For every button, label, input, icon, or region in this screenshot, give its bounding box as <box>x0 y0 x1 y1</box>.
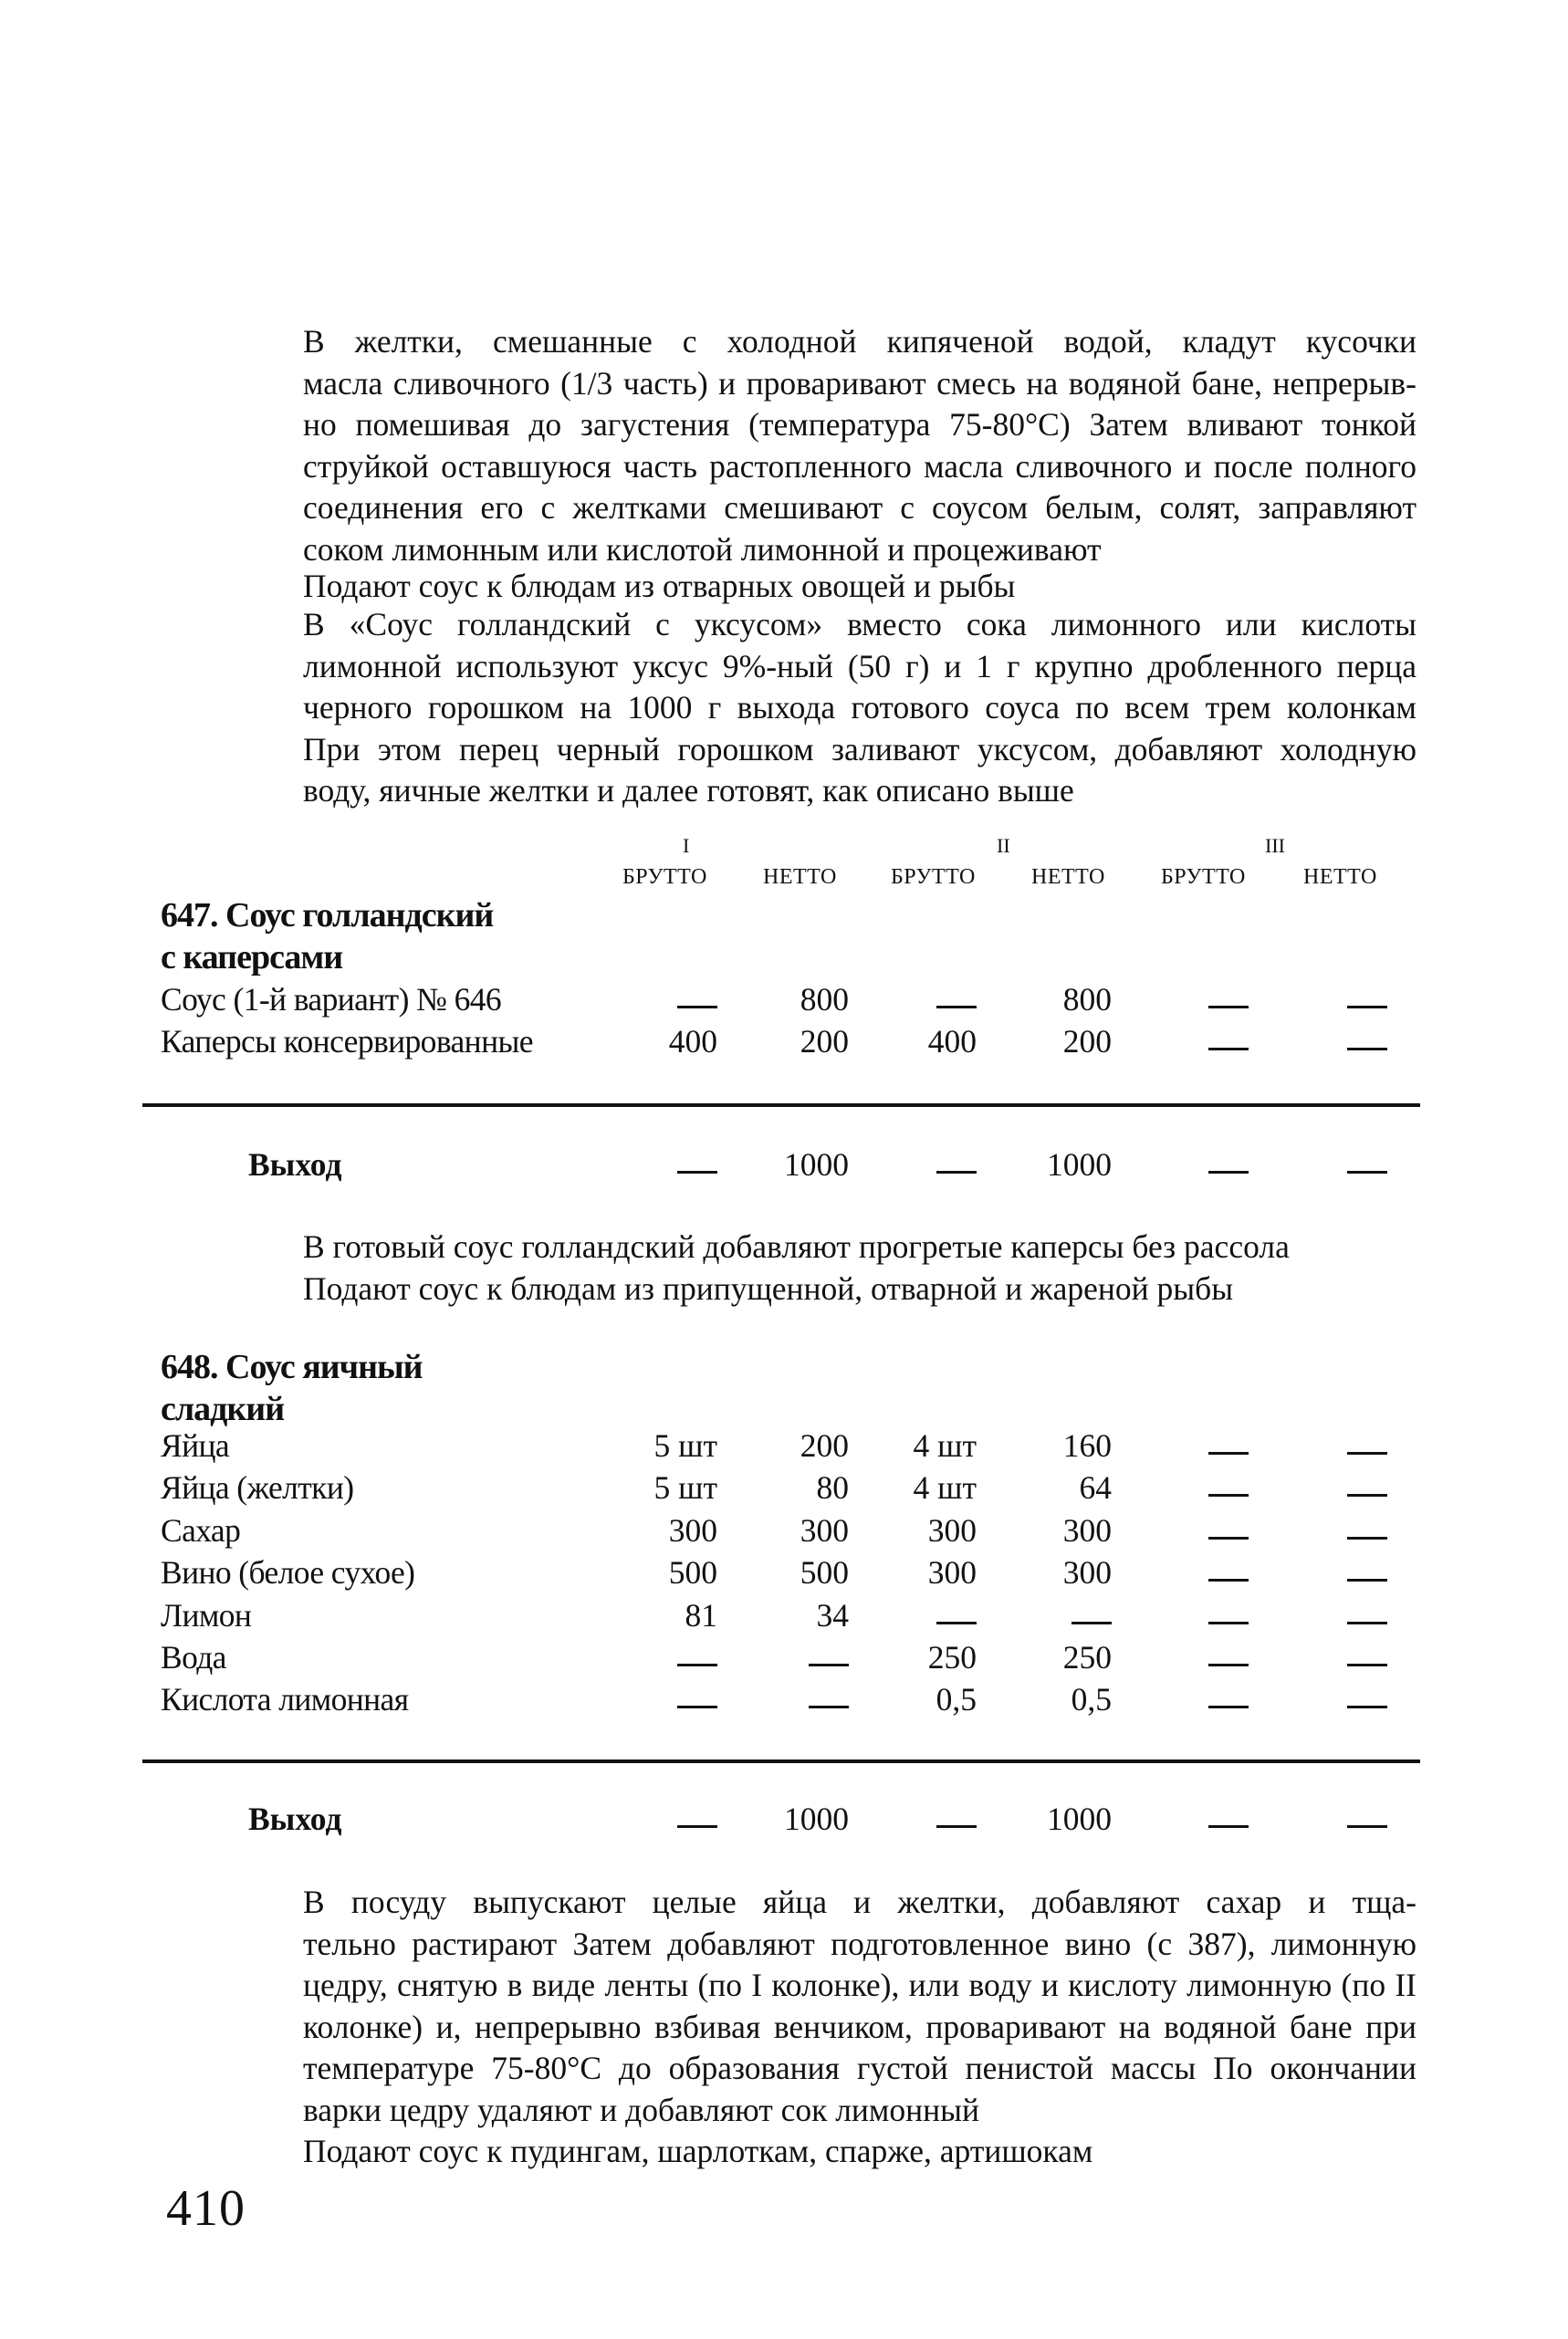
quantity-cell: 200 <box>800 1023 849 1060</box>
empty-value-dash <box>677 1171 717 1174</box>
text-line: тельно растирают Затем добавляют подготовленное вино (с 387), лимонную <box>303 1925 1416 1962</box>
recipe-title-line: с каперсами <box>161 938 343 976</box>
ingredient-name: Соус (1-й вариант) № 646 <box>161 981 502 1018</box>
ingredient-name: Кислота лимонная <box>161 1681 409 1718</box>
text-line: но помешивая до загустения (температура 75-80°С) Затем вливают тонкой <box>303 406 1416 444</box>
empty-value-dash <box>936 1825 977 1828</box>
empty-value-dash <box>1208 1622 1249 1624</box>
quantity-cell: 300 <box>927 1554 977 1591</box>
quantity-cell: 5 шт <box>653 1469 717 1506</box>
quantity-cell: 200 <box>800 1427 849 1464</box>
text-line: температуре 75-80°С до образования густой пенистой массы По окончании <box>303 2050 1416 2087</box>
quantity-cell: 300 <box>1062 1512 1112 1549</box>
quantity-cell: 0,5 <box>936 1681 977 1718</box>
column-header: НЕТТО <box>1303 865 1377 889</box>
text-line: В «Соус голландский с уксусом» вместо сока лимонного или кислоты <box>303 606 1416 642</box>
quantity-cell: 800 <box>800 981 849 1018</box>
ingredient-name: Каперсы консервированные <box>161 1023 533 1060</box>
text-line: воду, яичные желтки и далее готовят, как описано выше <box>303 772 1074 809</box>
column-header: НЕТТО <box>763 865 837 889</box>
table-divider <box>142 1103 1420 1107</box>
quantity-cell: 300 <box>668 1512 717 1549</box>
text-line: колонке) и, непрерывно взбивая венчиком, проваривают на водяной бане при <box>303 2008 1416 2045</box>
recipe-title <box>161 1346 423 1430</box>
empty-value-dash <box>1347 1664 1387 1666</box>
serving-note: Подают соус к пудингам, шарлоткам, спарже, артишокам <box>303 2133 1093 2169</box>
column-group-label: I <box>683 834 690 857</box>
empty-value-dash <box>1208 1006 1249 1008</box>
quantity-cell: 500 <box>668 1554 717 1591</box>
text-line: черного горошком на 1000 г выхода готового соуса по всем трем колонкам <box>303 689 1416 726</box>
quantity-cell: 4 шт <box>913 1469 977 1506</box>
empty-value-dash <box>1071 1622 1112 1624</box>
empty-value-dash <box>677 1706 717 1708</box>
quantity-cell: 200 <box>1062 1023 1112 1060</box>
recipe-title-line: сладкий <box>161 1390 285 1428</box>
quantity-cell: 300 <box>1062 1554 1112 1591</box>
yield-label: Выход <box>248 1801 342 1837</box>
ingredient-name: Лимон <box>161 1597 252 1634</box>
ingredient-name: Яйца <box>161 1427 230 1464</box>
empty-value-dash <box>1347 1048 1387 1050</box>
column-group-label: III <box>1265 834 1285 857</box>
empty-value-dash <box>1208 1171 1249 1174</box>
recipe-title-line: 648. Соус яичный <box>161 1348 423 1386</box>
empty-value-dash <box>1208 1706 1249 1708</box>
empty-value-dash <box>1208 1494 1249 1497</box>
recipe-note: Подают соус к блюдам из припущенной, отварной и жареной рыбы <box>303 1270 1234 1307</box>
empty-value-dash <box>1347 1452 1387 1455</box>
empty-value-dash <box>1347 1006 1387 1008</box>
column-header: НЕТТО <box>1031 865 1105 889</box>
text-line: В посуду выпускают целые яйца и желтки, добавляют сахар и тща- <box>303 1884 1416 1920</box>
ingredient-name: Сахар <box>161 1512 241 1549</box>
quantity-cell: 400 <box>927 1023 977 1060</box>
empty-value-dash <box>1208 1825 1249 1828</box>
ingredient-name: Вода <box>161 1639 226 1676</box>
empty-value-dash <box>1347 1494 1387 1497</box>
intro-paragraph-3 <box>161 604 1416 812</box>
empty-value-dash <box>1347 1537 1387 1540</box>
empty-value-dash <box>936 1006 977 1008</box>
quantity-cell: 4 шт <box>913 1427 977 1464</box>
quantity-cell: 800 <box>1062 981 1112 1018</box>
quantity-cell: 1000 <box>1047 1146 1112 1183</box>
page-number: 410 <box>166 2180 246 2237</box>
method-paragraph <box>161 1882 1416 2132</box>
quantity-cell: 5 шт <box>653 1427 717 1464</box>
empty-value-dash <box>936 1171 977 1174</box>
text-line: масла сливочного (1/3 часть) и проваривают смесь на водяной бане, непрерыв- <box>303 364 1416 402</box>
recipe-title-line: 647. Соус голландский <box>161 896 494 935</box>
quantity-cell: 1000 <box>784 1146 849 1183</box>
quantity-cell: 0,5 <box>1071 1681 1112 1718</box>
quantity-cell: 250 <box>1062 1639 1112 1676</box>
empty-value-dash <box>677 1006 717 1008</box>
column-header: БРУТТО <box>1161 865 1246 889</box>
empty-value-dash <box>1347 1171 1387 1174</box>
intro-paragraph-2: Подают соус к блюдам из отварных овощей и рыбы <box>303 568 1016 604</box>
text-line: варки цедру удаляют и добавляют сок лимонный <box>303 2091 979 2128</box>
text-line: При этом перец черный горошком заливают уксусом, добавляют холодную <box>303 730 1416 767</box>
column-group-label: II <box>997 834 1010 857</box>
quantity-cell: 34 <box>816 1597 849 1634</box>
column-header: БРУТТО <box>622 865 707 889</box>
ingredient-name: Вино (белое сухое) <box>161 1554 415 1591</box>
quantity-cell: 400 <box>668 1023 717 1060</box>
text-line: соком лимонным или кислотой лимонной и процеживают <box>303 530 1102 568</box>
text-line: В желтки, смешанные с холодной кипяченой водой, кладут кусочки <box>303 323 1416 360</box>
empty-value-dash <box>1208 1452 1249 1455</box>
empty-value-dash <box>809 1706 849 1708</box>
recipe-note: В готовый соус голландский добавляют прогретые каперсы без рассола <box>303 1228 1290 1265</box>
empty-value-dash <box>677 1664 717 1666</box>
empty-value-dash <box>1208 1579 1249 1582</box>
quantity-cell: 1000 <box>784 1801 849 1837</box>
text-line: лимонной используют уксус 9%-ный (50 г) и 1 г крупно дробленного перца <box>303 647 1416 684</box>
text-line: соединения его с желтками смешивают с соусом белым, солят, заправляют <box>303 489 1416 527</box>
empty-value-dash <box>677 1825 717 1828</box>
quantity-cell: 64 <box>1079 1469 1112 1506</box>
column-header: БРУТТО <box>891 865 976 889</box>
empty-value-dash <box>1347 1579 1387 1582</box>
empty-value-dash <box>936 1622 977 1624</box>
empty-value-dash <box>1208 1537 1249 1540</box>
table-divider <box>142 1759 1420 1763</box>
text-line: струйкой оставшуюся часть растопленного масла сливочного и после полного <box>303 447 1416 485</box>
yield-label: Выход <box>248 1146 342 1183</box>
quantity-cell: 300 <box>927 1512 977 1549</box>
empty-value-dash <box>809 1664 849 1666</box>
quantity-cell: 80 <box>816 1469 849 1506</box>
quantity-cell: 160 <box>1062 1427 1112 1464</box>
empty-value-dash <box>1347 1622 1387 1624</box>
quantity-cell: 1000 <box>1047 1801 1112 1837</box>
empty-value-dash <box>1347 1825 1387 1828</box>
recipe-title <box>161 894 493 978</box>
ingredient-name: Яйца (желтки) <box>161 1469 354 1506</box>
quantity-cell: 81 <box>685 1597 717 1634</box>
empty-value-dash <box>1347 1706 1387 1708</box>
quantity-cell: 250 <box>927 1639 977 1676</box>
quantity-cell: 300 <box>800 1512 849 1549</box>
text-line: цедру, снятую в виде ленты (по I колонке), или воду и кислоту лимонную (по II <box>303 1967 1416 2004</box>
intro-paragraph-1 <box>161 321 1416 571</box>
quantity-cell: 500 <box>800 1554 849 1591</box>
empty-value-dash <box>1208 1664 1249 1666</box>
empty-value-dash <box>1208 1048 1249 1050</box>
